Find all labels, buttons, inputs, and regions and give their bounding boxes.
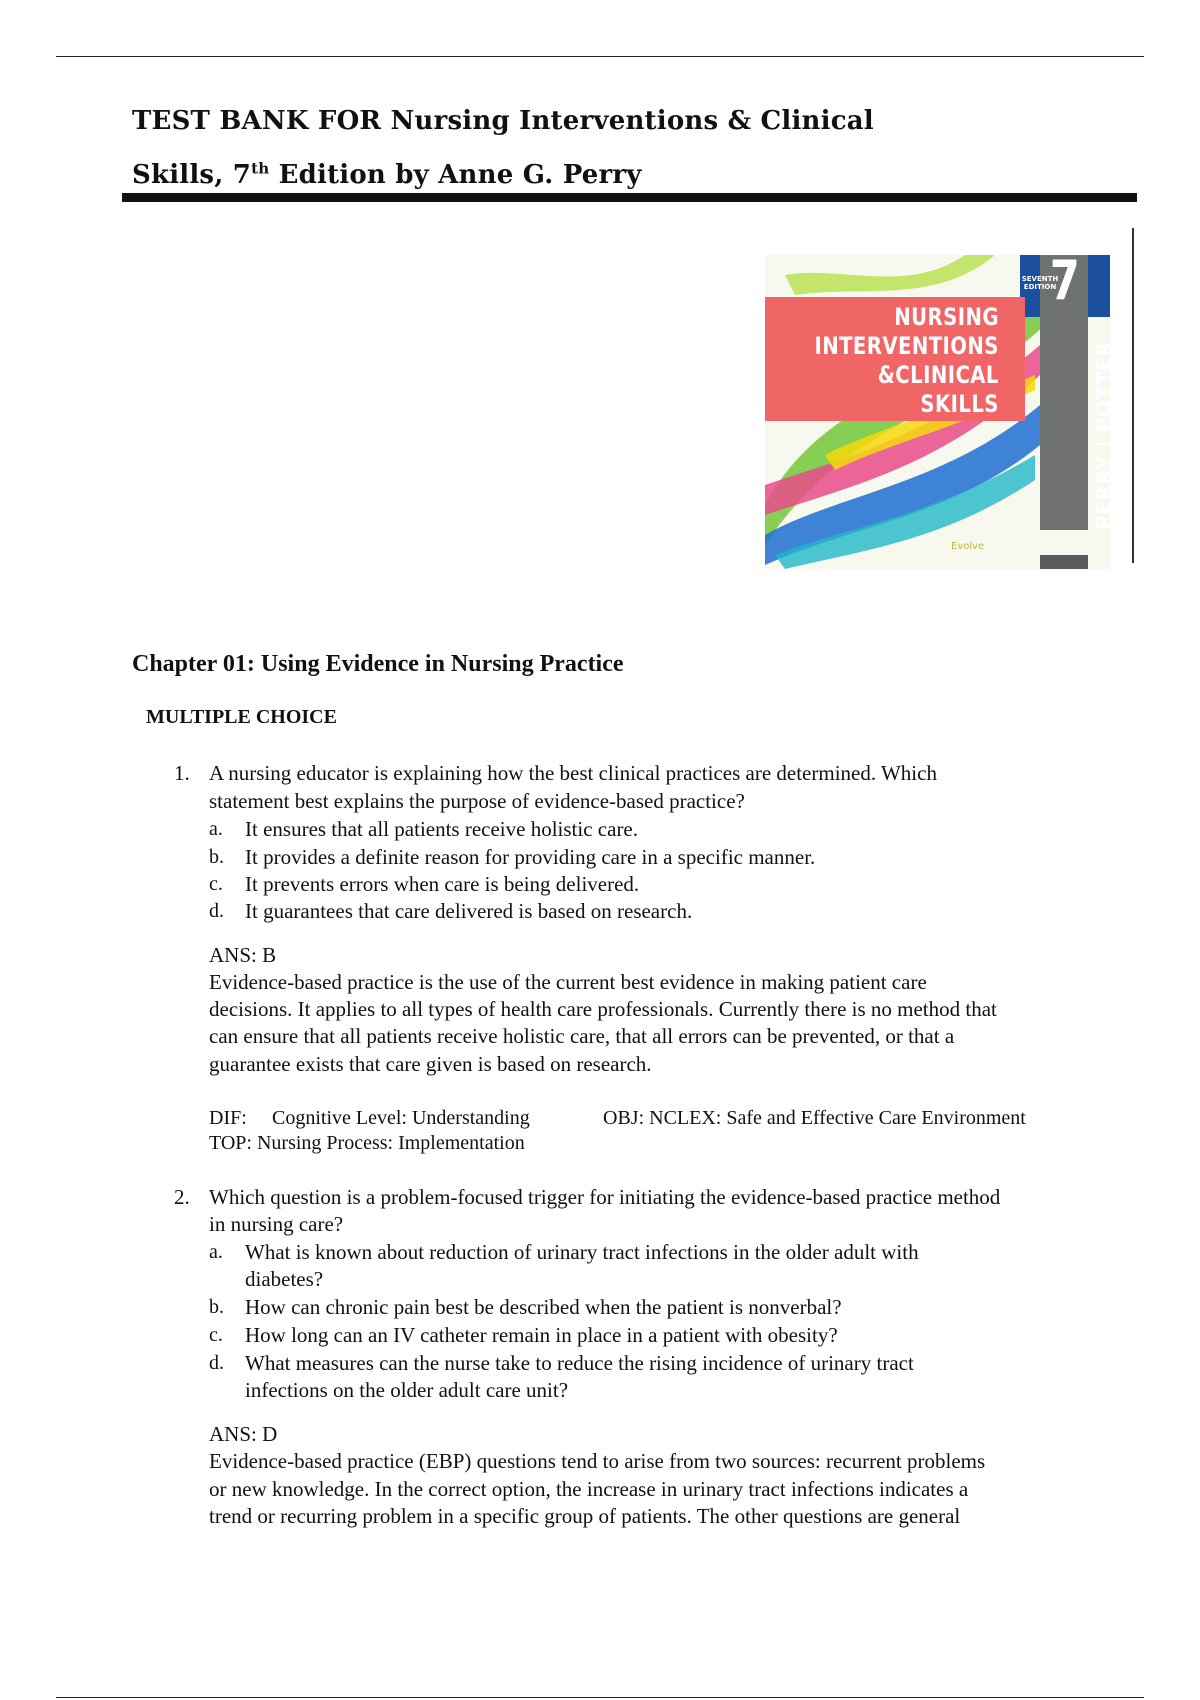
option-letter: c. [209,873,223,895]
answer-key: ANS: D [209,1422,278,1446]
rationale-line: trend or recurring problem in a specific group of patients. The other questions are general [209,1504,961,1528]
option-text: It provides a definite reason for providing care in a specific manner. [245,845,816,869]
option-letter: c. [209,1324,223,1346]
document-title-line-2: Skills, 7th Edition by Anne G. Perry [132,159,642,190]
option-text: It prevents errors when care is being delivered. [245,872,640,896]
rationale-line: or new knowledge. In the correct option, the increase in urinary tract infections indicates a [209,1477,969,1501]
option-text: It guarantees that care delivered is based on research. [245,899,693,923]
rationale-line: guarantee exists that care given is based on research. [209,1052,652,1076]
topic: TOP: Nursing Process: Implementation [209,1132,525,1154]
cover-title-box [765,297,1025,421]
option-letter: a. [209,1241,223,1263]
question-stem-line: Which question is a problem-focused trigger for initiating the evidence-based practice method [209,1185,1001,1209]
option-text: How can chronic pain best be described when the patient is nonverbal? [245,1295,842,1319]
document-title-line-1: TEST BANK FOR Nursing Interventions & Clinical [132,106,874,136]
rationale-line: decisions. It applies to all types of health care professionals. Currently there is no method that [209,997,997,1021]
objective: OBJ: NCLEX: Safe and Effective Care Environment [603,1107,1026,1129]
option-text: diabetes? [245,1267,324,1291]
cover-edition-label: SEVENTH EDITION [1021,275,1059,291]
option-letter: b. [209,846,224,868]
option-letter: d. [209,900,224,922]
question-stem-line: in nursing care? [209,1212,344,1236]
cover-evolve-logo: Evolve [951,541,985,552]
option-text: infections on the older adult care unit? [245,1378,569,1402]
cover-title-text: NURSING INTERVENTIONS &CLINICAL SKILLS [814,303,999,418]
cover-bottom-band [1040,555,1088,569]
option-text: It ensures that all patients receive holistic care. [245,817,639,841]
option-letter: a. [209,818,223,840]
rationale-line: can ensure that all patients receive holistic care, that all errors can be prevented, or that a [209,1024,955,1048]
cover-edge-line [1132,228,1134,563]
option-letter: b. [209,1296,224,1318]
cover-authors: PERRY | POTTER OSTENDORF [1092,340,1129,530]
rationale-line: Evidence-based practice (EBP) questions tend to arise from two sources: recurrent problems [209,1449,986,1473]
title-underline [122,193,1137,202]
section-heading: MULTIPLE CHOICE [146,706,337,728]
cover-edition-number: 7 [1050,249,1081,312]
answer-key: ANS: B [209,943,277,967]
rationale-line: Evidence-based practice is the use of the current best evidence in making patient care [209,970,927,994]
chapter-heading: Chapter 01: Using Evidence in Nursing Practice [132,651,624,677]
cognitive-level: Cognitive Level: Understanding [272,1107,530,1129]
question-number: 2. [174,1185,190,1209]
question-number: 1. [174,761,190,785]
book-cover-image [765,249,1129,569]
option-text: What measures can the nurse take to reduce the rising incidence of urinary tract [245,1351,914,1375]
question-stem-line: statement best explains the purpose of evidence-based practice? [209,789,745,813]
option-text: How long can an IV catheter remain in place in a patient with obesity? [245,1323,838,1347]
top-rule [56,56,1144,57]
difficulty-label: DIF: [209,1107,247,1129]
option-text: What is known about reduction of urinary tract infections in the older adult with [245,1240,919,1264]
question-stem-line: A nursing educator is explaining how the best clinical practices are determined. Which [209,761,937,785]
option-letter: d. [209,1352,224,1374]
bottom-rule [56,1697,1144,1698]
